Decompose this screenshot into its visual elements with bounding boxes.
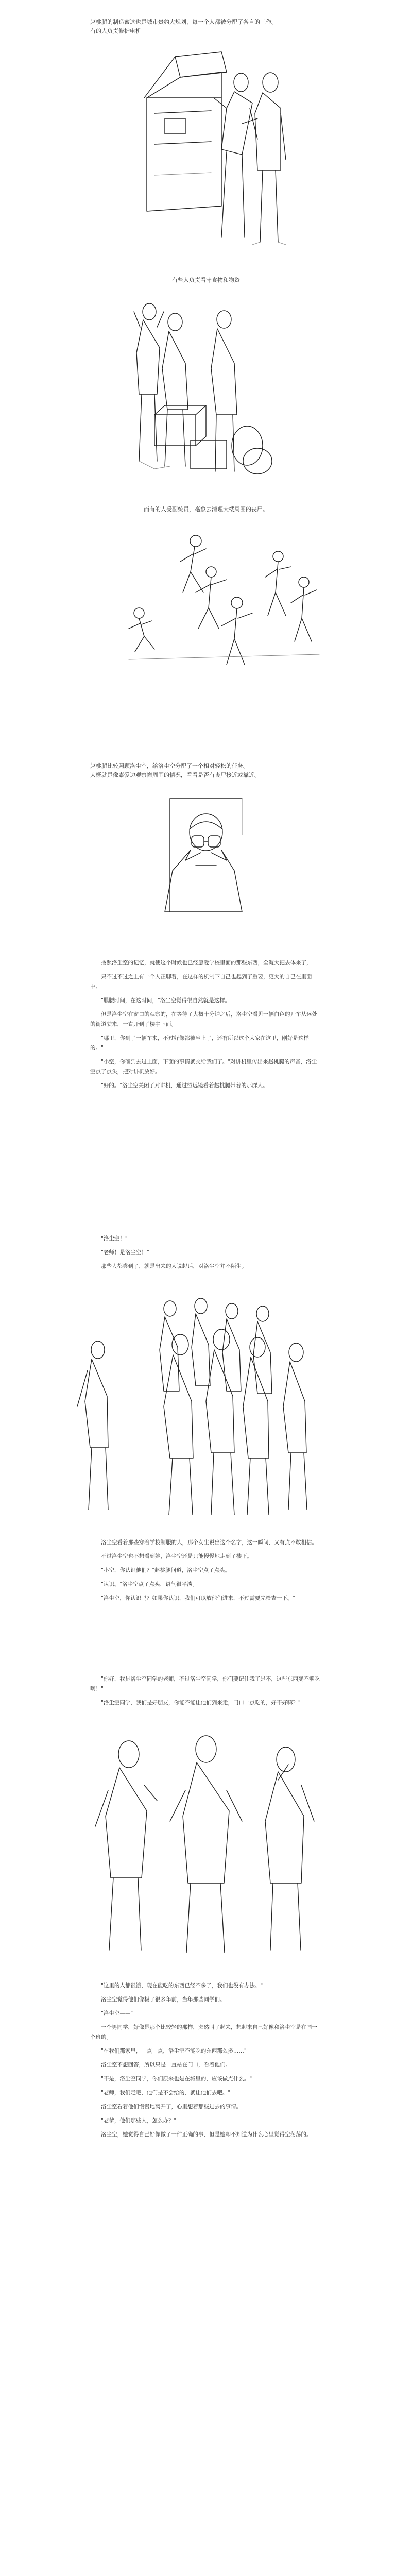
story1-paragraph: 只不过不过之上有一个人正聊着，在这样的机制下自己也起到了重要，更大的自己在里面中。 <box>90 974 312 990</box>
story5-paragraph: 洛尘空不想回答，所以只是一直站在门口，看着他们。 <box>101 2062 231 2068</box>
panel4-line: 大概就是像素爱边观察窗周围的情况，看看是否有丧尸接近或靠近。 <box>90 772 260 778</box>
story5 <box>90 1981 322 2144</box>
story4 <box>90 1674 322 1712</box>
story3-paragraph: 洛尘空看着那些穿着学校制服的人，那个女生说出这个名字，这一瞬间，又有点不敢相信。 <box>101 1539 317 1546</box>
story2 <box>90 1234 322 1276</box>
story3-paragraph: "小空，你认识他们？"赵桃腿问道，洛尘空点了点头。 <box>101 1567 231 1573</box>
panel2-caption: 有些人负责看守食物和物资 <box>172 277 240 283</box>
panel1-line: 有的人负责修护电机 <box>90 28 141 35</box>
story1-paragraph: "好的。"洛尘空关闭了对讲机，通过望远镜看着赵桃腿带着的那群人。 <box>101 1082 268 1089</box>
story5-paragraph: 洛尘空，她觉得自己好像做了一件正确的事，但是她却不知道为什么心里觉得空荡荡的。 <box>101 2131 312 2138</box>
story5-paragraph: "不是，洛尘空同学，你们原来也是在城里的，应该做点什么。" <box>101 2076 252 2082</box>
panel1-text <box>90 18 327 36</box>
story1-paragraph: "哪里，你到了一辆车来，不过好像都被坐上了，还有所以这个大家在这里，刚好是这样的。" <box>90 1035 309 1051</box>
story1 <box>90 958 322 1095</box>
story3 <box>90 1538 322 1607</box>
story4-paragraph: "你好，我是洛尘空同学的老师，不过洛尘空同学，你们要记住我了是不，这些东西变不够吃啊！" <box>90 1676 320 1692</box>
story2-paragraph: "洛尘空！" <box>101 1235 128 1242</box>
panel1-illustration <box>0 41 412 263</box>
story5-paragraph: 洛尘空觉得他们像极了很多年前，当年那些同学们。 <box>101 1996 226 2003</box>
story3-paragraph: 不过洛尘空也不想看到她，洛尘空还是只能慢慢地走到了楼下。 <box>101 1553 252 1560</box>
story5-paragraph: "老爹，他们那些人，怎么办？" <box>101 2117 177 2124</box>
story1-paragraph: 按照洛尘空的记忆，就使这个时候也已经愿爱学校里面的那些东西，全凝大把去体来了， <box>101 960 312 966</box>
story5-paragraph: "洛尘空——" <box>101 2010 133 2016</box>
story5-paragraph: "老师，我们走吧，他们是不会给的，就让他们去吧。" <box>101 2090 231 2096</box>
story1-paragraph: "膜腰时间，在这时间，"洛尘空觉得很自然就是这样。 <box>101 997 231 1004</box>
panel2-illustration <box>0 291 412 492</box>
panel3-caption: 而有的人受副统员，毫象去清理大楼周围的丧尸。 <box>144 506 268 513</box>
story5-paragraph: 洛尘空看着他们慢慢地离开了，心里想着那些过去的事情。 <box>101 2104 242 2110</box>
panel6-illustration <box>0 1723 412 1960</box>
panel4-illustration <box>0 788 412 943</box>
panel5-illustration <box>0 1288 412 1520</box>
story4-paragraph: "洛尘空同学，我们是好朋友，你能不能让他们到来走，门口一点吃的，好不好嘛？" <box>101 1700 301 1706</box>
story1-paragraph: 但是洛尘空在窗口的观察的，在等待了大概十分钟之后，洛尘空看见一辆白色的开车从远处的街道驶来，一直开到了楼宇下面。 <box>90 1011 317 1027</box>
story5-paragraph: "在我们那家里，一点一点，洛尘空不能吃的东西那么多……" <box>101 2048 247 2054</box>
story1-paragraph: "小空，你确到去过上面，下面的事情就交给我们了。"对讲机里传出来赵桃腿的声音，洛尘空点了点头，把对讲机放好。 <box>90 1059 317 1075</box>
story5-paragraph: "这里的人都很饿，现在能吃的东西已经不多了，我们也没有办法。" <box>101 1982 263 1989</box>
story2-paragraph: 那些人都尝到了，就是出来的人说起话，对洛尘空并不陌生。 <box>101 1263 247 1269</box>
panel4-line: 赵桃腿比较照顾洛尘空，给洛尘空分配了一个相对轻松的任务。 <box>90 762 249 769</box>
panel3-illustration <box>0 526 412 696</box>
story3-paragraph: "洛尘空，你认识吗？如果你认识，我们可以放他们进来，不过需要先检查一下。" <box>101 1595 296 1601</box>
panel4-text <box>90 761 327 780</box>
story3-paragraph: "认识。"洛尘空点了点头，语气很平淡。 <box>101 1581 198 1587</box>
panel1-line: 赵桃腿的制造蓄这也是城市贵约大规划，每一个人都被分配了各自的工作。 <box>90 19 277 25</box>
story2-paragraph: "老师！是洛尘空！" <box>101 1249 149 1256</box>
story5-paragraph: 一个男同学，好像是那个比较轻的那样，突然叫了起来，想起来自己好像和洛尘空是在同一个班的。 <box>90 2024 317 2040</box>
